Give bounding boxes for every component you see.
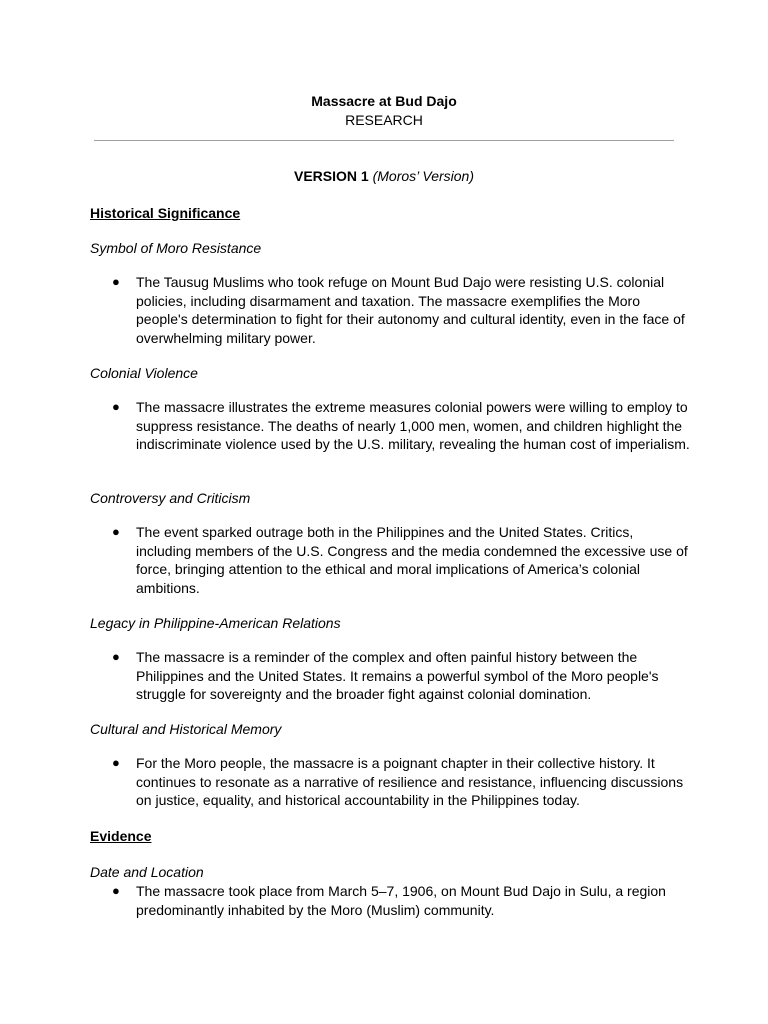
subheading-symbol-of-moro-resistance: Symbol of Moro Resistance bbox=[90, 240, 262, 256]
bullet-text: The massacre illustrates the extreme measures colonial powers were willing to employ to suppress resistance. The deaths of nearly 1,000 men, women, and children highlight the indiscriminate violence used by the U.S. military, revealing the human cost of imperialism. bbox=[136, 399, 690, 453]
bullet-icon: ● bbox=[112, 883, 120, 898]
bullet-icon: ● bbox=[112, 274, 120, 289]
bullet-text: The massacre took place from March 5–7, 1906, on Mount Bud Dajo in Sulu, a region predominantly inhabited by the Moro (Muslim) community. bbox=[136, 883, 666, 918]
subheading-colonial-violence: Colonial Violence bbox=[90, 365, 198, 381]
document-title: Massacre at Bud Dajo bbox=[311, 93, 457, 109]
version-note: (Moros’ Version) bbox=[372, 168, 474, 184]
horizontal-divider bbox=[94, 140, 674, 141]
subheading-cultural-and-historical-memory: Cultural and Historical Memory bbox=[90, 721, 282, 737]
bullet-item bbox=[112, 273, 692, 348]
bullet-item bbox=[112, 523, 692, 598]
bullet-icon: ● bbox=[112, 755, 120, 770]
bullet-text: The massacre is a reminder of the complex and often painful history between the Philippines and the United States. It remains a powerful symbol of the Moro people's struggle for sovereignty and the broader fight against colonial domination. bbox=[136, 649, 659, 703]
bullet-text: For the Moro people, the massacre is a poignant chapter in their collective history. It continues to resonate as a narrative of resilience and resistance, influencing discussions on justice, equality, and historical accountability in the Philippines today. bbox=[136, 755, 684, 809]
subheading-controversy-and-criticism: Controversy and Criticism bbox=[90, 490, 251, 506]
version-line bbox=[0, 167, 768, 186]
bullet-item bbox=[112, 754, 692, 810]
version-label: VERSION 1 bbox=[294, 168, 369, 184]
bullet-icon: ● bbox=[112, 524, 120, 539]
bullet-item bbox=[112, 398, 692, 454]
bullet-item bbox=[112, 648, 692, 704]
document-subtitle: RESEARCH bbox=[345, 112, 423, 128]
section-heading-historical-significance: Historical Significance bbox=[90, 205, 241, 221]
subheading-date-and-location: Date and Location bbox=[90, 864, 204, 880]
bullet-icon: ● bbox=[112, 399, 120, 414]
bullet-text: The event sparked outrage both in the Philippines and the United States. Critics, including members of the U.S. Congress and the media condemned the excessive use of force, bringing attention to the ethical and moral implications of America’s colonial ambitions. bbox=[136, 524, 688, 597]
bullet-text: The Tausug Muslims who took refuge on Mount Bud Dajo were resisting U.S. colonial policies, including disarmament and taxation. The massacre exemplifies the Moro people's determination to fight for their autonomy and cultural identity, even in the face of overwhelming military power. bbox=[136, 274, 685, 347]
subheading-legacy-in-philippine-american-relations: Legacy in Philippine-American Relations bbox=[90, 615, 341, 631]
bullet-icon: ● bbox=[112, 649, 120, 664]
bullet-item bbox=[112, 882, 692, 919]
section-heading-evidence: Evidence bbox=[90, 828, 152, 844]
